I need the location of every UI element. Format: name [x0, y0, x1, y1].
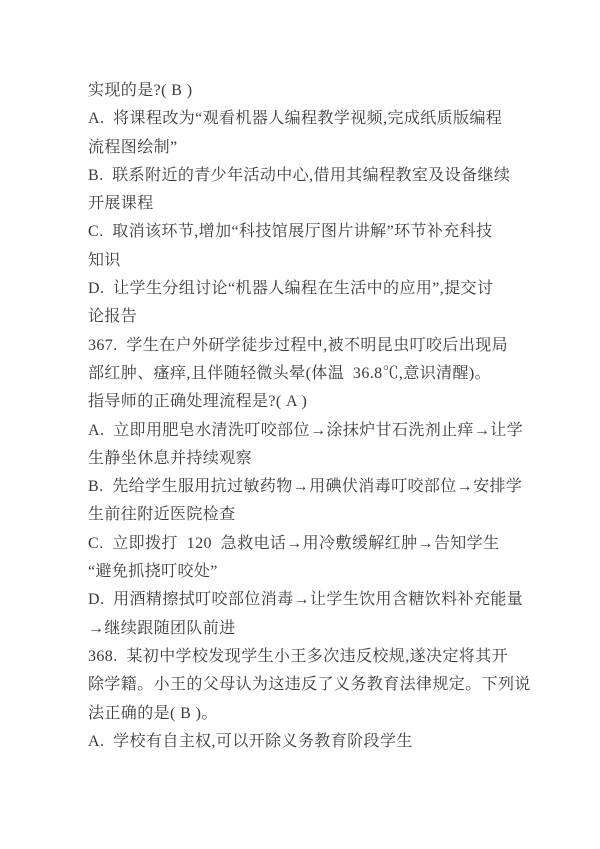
text-line: 生静坐休息并持续观察 — [88, 449, 253, 467]
text-line: 部红肿、瘙痒,且伴随轻微头晕(体温 36.8℃,意识清醒)。 — [88, 364, 492, 382]
text-line: A. 学校有自主权,可以开除义务教育阶段学生 — [88, 732, 413, 750]
text-line: B. 先给学生服用抗过敏药物→用碘伏消毒叮咬部位→安排学 — [88, 478, 523, 496]
text-line: 法正确的是( B )。 — [88, 704, 218, 722]
text-line: →继续跟随团队前进 — [88, 619, 236, 637]
text-line: 除学籍。小王的父母认为这违反了义务教育法律规定。下列说 — [88, 676, 531, 694]
text-line: 论报告 — [88, 308, 138, 326]
text-line: 流程图绘制” — [88, 138, 178, 156]
text-line: B. 联系附近的青少年活动中心,借用其编程教室及设备继续 — [88, 166, 511, 184]
text-line: 指导师的正确处理流程是?( A ) — [88, 393, 308, 411]
text-line: A. 立即用肥皂水清洗叮咬部位→涂抹炉甘石洗剂止痒→让学 — [88, 421, 524, 439]
document-body — [88, 77, 531, 756]
text-line: 生前往附近医院检查 — [88, 506, 236, 524]
text-line: C. 取消该环节,增加“科技馆展厅图片讲解”环节补充科技 — [88, 223, 493, 241]
text-line: 367. 学生在户外研学徒步过程中,被不明昆虫叮咬后出现局 — [88, 336, 509, 354]
text-line: A. 将课程改为“观看机器人编程教学视频,完成纸质版编程 — [88, 110, 503, 128]
text-line: 368. 某初中学校发现学生小王多次违反校规,遂决定将其开 — [88, 647, 509, 665]
text-line: D. 用酒精擦拭叮咬部位消毒→让学生饮用含糖饮料补充能量 — [88, 591, 524, 609]
text-line: C. 立即拨打 120 急救电话→用冷敷缓解红肿→告知学生 — [88, 534, 500, 552]
text-line: D. 让学生分组讨论“机器人编程在生活中的应用”,提交讨 — [88, 280, 494, 298]
text-line: 知识 — [88, 251, 121, 269]
text-line: “避免抓挠叮咬处” — [88, 563, 218, 581]
text-line: 实现的是?( B ) — [88, 82, 193, 99]
text-line: 开展课程 — [88, 195, 154, 213]
